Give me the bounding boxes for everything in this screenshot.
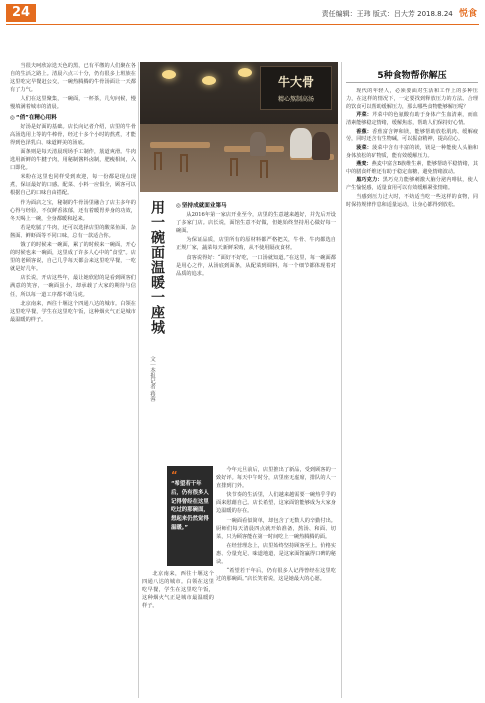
- article-paragraph: 米粉在这里也同样受到欢迎，每一份都是现点现煮，保证最好的口感。配菜、小料一应俱全，顾客可以根据自己的口味自由搭配。: [10, 174, 136, 197]
- section-name: 悦食: [458, 9, 477, 19]
- photo-chair: [230, 158, 238, 176]
- article-paragraph: 今年元旦前后，店里推出了新品，受到顾客的一致好评。每天中午时分，店里座无虚席，排队的人一直排到门外。: [216, 467, 336, 490]
- article-paragraph: 从2016年第一家店开业至今，店里的生意越来越好，并先后开设了多家门店。店长说，面馆生意不好做，但她始终坚持用心做好每一碗面。: [176, 212, 336, 235]
- article-column-2-under: [142, 570, 214, 698]
- article-paragraph: 好汤是好面的基础。店长向记者介绍，店里的牛骨高汤选用上等的牛棒骨，经过十多个小时的熬煮，才能得到色泽乳白、味道鲜美的汤底。: [10, 123, 136, 146]
- food-term: 黑巧克力：: [356, 177, 383, 184]
- pull-quote: [167, 466, 213, 566]
- article-paragraph: 面条则是每天清晨现场手工制作，筋道爽滑。牛肉选用新鲜的牛腱子肉，用秘制酱料卤制，肥瘦相间，入口即化。: [10, 148, 136, 172]
- article-paragraph: 饿了的时候来一碗面，累了的时候来一碗面，开心的时候也来一碗面，这里成了许多人心中的“食堂”。店里的老顾客说，自己几乎每天都会来这里吃早餐，一吃就是好几年。: [10, 241, 136, 273]
- food-term: 菠菜：: [356, 144, 373, 151]
- sidebar-text: 当感到压力过大时，不妨适当吃一些这样的食物，同时保持规律作息和适量运动，让身心都得到放松。: [346, 193, 478, 208]
- column-divider: [138, 62, 139, 698]
- article-subheading: ◎ 坚持成就面业第马: [176, 202, 336, 210]
- sidebar-text: 燕麦中富含B族维生素，能够帮助平稳情绪，其中的膳食纤维还有助于稳定血糖，避免情绪波动。: [346, 161, 478, 176]
- shop-sign: [260, 66, 332, 110]
- photo-chair: [260, 160, 268, 178]
- article-paragraph: 人们在这里聚集，一碗面，一杯茶，几句问候，慢慢填满着城市的清晨。: [10, 96, 136, 111]
- article-byline: 文｜本报记者 蒋蓉: [149, 356, 155, 402]
- article-paragraph: 一碗面看似简单，却包含了无数人的辛勤付出。厨师们每天清晨四点就开始准备，熬汤、和面、切菜，只为顾客能在第一时间吃上一碗热腾腾的面。: [216, 517, 336, 540]
- sidebar-text: 菠菜中含有丰富的镁，镁是一种能使人头脑和身体放松的矿物质，能有效缓解压力。: [346, 144, 478, 159]
- sidebar-text: 香蕉富含钾和镁，能够帮助放松肌肉、缓解疲劳，同时还含有生物碱，可以振奋精神，提高信心。: [346, 128, 478, 143]
- article-paragraph: 食客说得好：“面好不好吃，一口汤就知道。”在这里，每一碗面都是用心之作，从汤底到面条，从配菜到调料，每一个细节都体现着对品质的追求。: [176, 254, 336, 277]
- photo-chair: [154, 152, 162, 170]
- article-paragraph: 在经营理念上，店里始终坚持顾客至上。价格实惠、分量充足、味道地道，是这家面馆赢得口碑的秘诀。: [216, 542, 336, 566]
- article-paragraph: “希望若干年后，仍有很多人记得曾经在这里吃过的那碗面。”店长笑着说，这是她最大的心愿。: [216, 568, 336, 583]
- photo-lamp: [162, 70, 176, 79]
- article-paragraph: 店长说，开店这些年，最让她欣慰的是看到顾客们满意的笑容，一碗面虽小，却承载了大家的期待与信任，所以每一道工序都不敢马虎。: [10, 275, 136, 298]
- header-meta: [322, 6, 477, 19]
- sidebar-paragraph: [346, 88, 478, 112]
- sidebar-title: 5种食物帮你解压: [377, 71, 447, 81]
- sidebar-paragraph: [346, 145, 478, 161]
- article-paragraph: 作为面店之宝，秘制的牛骨汤里融合了店主多年的心得与经验，不仅鲜香浓郁，还有着暖胃养身的功效，冬天喝上一碗，全身都暖和起来。: [10, 199, 136, 222]
- food-term: 香蕉：: [356, 128, 373, 135]
- pull-quote-text: “希望若干年后，仍有很多人记得曾经在这里吃过的那碗面，想起来仍然觉得温暖。”: [171, 481, 209, 531]
- shop-sign-main: 牛大骨: [277, 75, 314, 89]
- photo-table: [150, 142, 210, 148]
- sidebar-text: 现代的年轻人，必须要面对生活和工作上的多种压力，在这样的情况下，一定要找到释放压力的方法。合理的饮食可以帮助缓解压力，那么哪些食物能够解压呢？: [346, 88, 478, 110]
- sidebar-paragraph: [346, 177, 478, 193]
- sidebar-rule: [346, 82, 478, 83]
- article-column-2-top: [176, 200, 336, 466]
- article-paragraph: 当很夫呵欣凉迭天色的黑，已有平缴的人们聚在各自的生活之路上。清晨六点三十分，仍有很多上班族在这里吃完早餐赶公交，一碗热腾腾的牛骨汤面让一天都有了力气。: [10, 63, 136, 94]
- article-title: 用一碗面温暖一座城: [149, 200, 165, 335]
- page-number: 24: [6, 4, 36, 22]
- photo-lamp: [238, 68, 252, 77]
- article-column-2-bottom: [216, 466, 336, 698]
- shop-sign-sub: 精心熬制高汤: [277, 96, 314, 103]
- quote-mark-icon: “: [171, 470, 178, 481]
- photo-diner: [250, 132, 266, 156]
- article-column-1: [10, 62, 136, 698]
- sidebar-paragraph: [346, 194, 478, 210]
- photo-diner: [290, 128, 312, 158]
- photo-chair: [180, 154, 188, 172]
- sidebar-paragraph: [346, 112, 478, 128]
- sidebar-paragraph: [346, 129, 478, 145]
- article-paragraph: 若是吃腻了牛肉，还可以选择店里的酸菜鱼面、杂酱面、鲜虾面等不同口味，总有一款适合你。: [10, 224, 136, 239]
- article-paragraph: 为保证品质，店里所有的原材料都严格把关，牛骨、牛肉都选自正规厂家，蔬菜每天新鲜采购，从不使用隔夜食材。: [176, 237, 336, 252]
- sidebar-paragraph: [346, 161, 478, 177]
- food-term: 燕麦：: [356, 161, 372, 168]
- photo-diner: [312, 132, 330, 160]
- header-credits: 责任编辑：王玮 版式：吕大芳 2018.8.24: [321, 10, 453, 18]
- article-subheading: ◎ “俏”在精心用料: [10, 114, 136, 122]
- food-term: 芹菜：: [356, 112, 373, 119]
- article-paragraph: 北京南来，西往十堰这个四通八达的城市。白领在这里吃早餐，学生在这里吃午饭，这种烟火气正是城市最温暖的样子。: [10, 300, 136, 323]
- column-divider: [341, 62, 342, 698]
- sidebar-text: 黑巧克力能够刺激大脑分泌内啡肽，使人产生愉悦感，适量食用可以有效缓解紧张情绪。: [346, 177, 478, 192]
- sidebar-article: [346, 88, 478, 696]
- photo-lamp: [202, 76, 216, 85]
- article-paragraph: 北京南来，西往十堰这个四通八达的城市。白领在这里吃早餐，学生在这里吃午饭，这种烟火气正是城市最温暖的样子。: [142, 571, 214, 610]
- article-paragraph: 快节奏的生活里，人们越来越需要一碗热乎乎的面来慰藉自己。店长希望，这家面馆能够成为大家身边温暖的存在。: [216, 492, 336, 515]
- sidebar-text: 芹菜中的色氨酸有助于身体产生血清素，而血清素能够稳定情绪，缓解焦虑，帮助人们保持好心情。: [346, 112, 478, 127]
- restaurant-photo: [140, 62, 338, 192]
- page-header: [0, 0, 485, 26]
- header-rule: [6, 24, 479, 25]
